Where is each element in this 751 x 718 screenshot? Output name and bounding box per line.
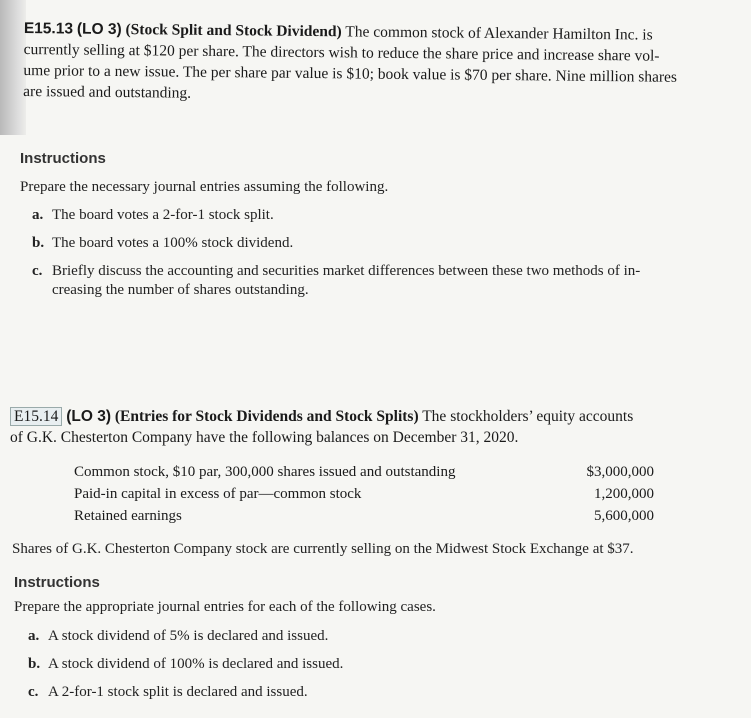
item-text: A 2-for-1 stock split is declared and issued.	[48, 684, 308, 700]
list-item	[28, 627, 328, 646]
account-amount: 1,200,000	[594, 486, 654, 502]
exercise-e15-14	[10, 406, 730, 448]
body-line-1: The stockholders’ equity accounts	[422, 408, 634, 425]
account-amount: 5,600,000	[594, 508, 654, 524]
item-label: a.	[32, 207, 44, 223]
balances-table	[74, 461, 654, 527]
instructions-heading: Instructions	[20, 150, 106, 167]
exercise-header	[10, 406, 730, 427]
instructions-intro: Prepare the necessary journal entries assuming the following.	[20, 179, 389, 195]
list-item	[32, 206, 274, 225]
body-line-3: ume prior to a new issue. The per share par value is $10; book value is $70 per share. Nine million shares	[23, 61, 678, 86]
item-text: A stock dividend of 100% is declared and issued.	[48, 656, 344, 672]
exercise-id: E15.14	[10, 407, 62, 426]
list-item	[28, 683, 308, 702]
item-label: c.	[32, 263, 43, 279]
exercise-title: (Stock Split and Stock Dividend)	[125, 21, 342, 41]
item-text: Briefly discuss the accounting and securities market differences between these two methods of in-	[52, 263, 641, 279]
table-row	[74, 505, 654, 527]
table-row	[74, 461, 654, 483]
table-row	[74, 483, 654, 505]
list-item	[32, 234, 293, 253]
list-item	[28, 655, 343, 674]
item-label: a.	[28, 628, 40, 644]
learning-objective: (LO 3)	[66, 408, 111, 425]
market-note: Shares of G.K. Chesterton Company stock are currently selling on the Midwest Stock Exchange at $37.	[12, 541, 634, 557]
learning-objective: (LO 3)	[76, 20, 122, 39]
item-label: b.	[28, 656, 41, 672]
item-text-continued: creasing the number of shares outstanding.	[52, 282, 309, 298]
body-line-1: The common stock of Alexander Hamilton Inc. is	[345, 23, 653, 44]
body-line-2: of G.K. Chesterton Company have the following balances on December 31, 2020.	[10, 429, 519, 446]
account-name: Paid-in capital in excess of par—common stock	[74, 486, 362, 502]
instructions-heading: Instructions	[14, 574, 100, 591]
item-text: The board votes a 2-for-1 stock split.	[52, 207, 274, 223]
list-item	[32, 262, 732, 300]
exercise-title: (Entries for Stock Dividends and Stock Splits)	[114, 408, 419, 425]
item-label: b.	[32, 235, 45, 251]
item-text: The board votes a 100% stock dividend.	[52, 235, 294, 251]
exercise-e15-13	[23, 18, 736, 109]
instructions-intro: Prepare the appropriate journal entries for each of the following cases.	[14, 599, 436, 615]
exercise-id: E15.13	[23, 19, 74, 38]
item-label: c.	[28, 684, 39, 700]
item-text: A stock dividend of 5% is declared and issued.	[48, 628, 329, 644]
body-line-4: are issued and outstanding.	[23, 82, 192, 102]
body-line-2: currently selling at $120 per share. The directors wish to reduce the share price and increase share vol-	[23, 40, 660, 65]
page-edge-shadow	[0, 0, 26, 135]
account-name: Retained earnings	[74, 508, 182, 524]
account-amount: $3,000,000	[586, 464, 654, 480]
account-name: Common stock, $10 par, 300,000 shares issued and outstanding	[74, 464, 456, 480]
